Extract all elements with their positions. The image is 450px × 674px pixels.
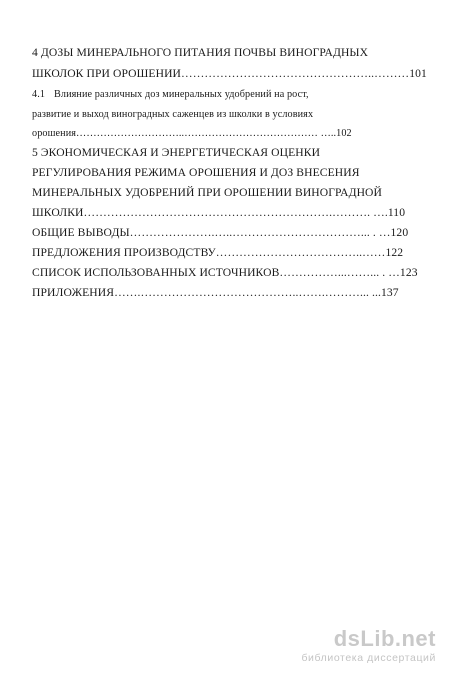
toc-entry-4-1-line-2: развитие и выход виноградных саженцев из школки в условиях (32, 109, 314, 120)
toc-entry-4-1-line-1 (32, 88, 309, 102)
toc-entry-proposals: ПРЕДЛОЖЕНИЯ ПРОИЗВОДСТВУ………………………………..……122 (32, 246, 404, 259)
toc-entry-5-line-2: РЕГУЛИРОВАНИЯ РЕЖИМА ОРОШЕНИЯ И ДОЗ ВНЕСЕНИЯ (32, 166, 360, 179)
toc-entry-4-1-line-3: орошения…………………………..………………………………… …..102 (32, 128, 352, 139)
toc-entry-4-line-2: ШКОЛОК ПРИ ОРОШЕНИИ…………………………………………..………101 (32, 67, 427, 80)
watermark-subtitle: библиотека диссертаций (301, 652, 436, 664)
toc-entry-4-line-1: 4 ДОЗЫ МИНЕРАЛЬНОГО ПИТАНИЯ ПОЧВЫ ВИНОГРАДНЫХ (32, 46, 369, 59)
toc-entry-references: СПИСОК ИСПОЛЬЗОВАННЫХ ИСТОЧНИКОВ……………...……... . …123 (32, 266, 418, 279)
toc-entry-5-line-3: МИНЕРАЛЬНЫХ УДОБРЕНИЙ ПРИ ОРОШЕНИИ ВИНОГРАДНОЙ (32, 186, 383, 199)
section-number: 4.1 (32, 89, 46, 100)
toc-entry-5-line-4: ШКОЛКИ……………………………………………………….………. ….110 (32, 206, 406, 219)
watermark-logo: dsLib.net (333, 626, 436, 651)
toc-entry-conclusions: ОБЩИЕ ВЫВОДЫ………………….…..……………………………... . …120 (32, 226, 409, 239)
section-title: Влияние различных доз минеральных удобрений на рост, (54, 89, 309, 100)
toc-entry-appendices: ПРИЛОЖЕНИЯ…….…………………………………..…….………... ...137 (32, 286, 399, 299)
toc-entry-5-line-1: 5 ЭКОНОМИЧЕСКАЯ И ЭНЕРГЕТИЧЕСКАЯ ОЦЕНКИ (32, 146, 321, 159)
table-of-contents (0, 0, 450, 320)
watermark (246, 626, 436, 666)
